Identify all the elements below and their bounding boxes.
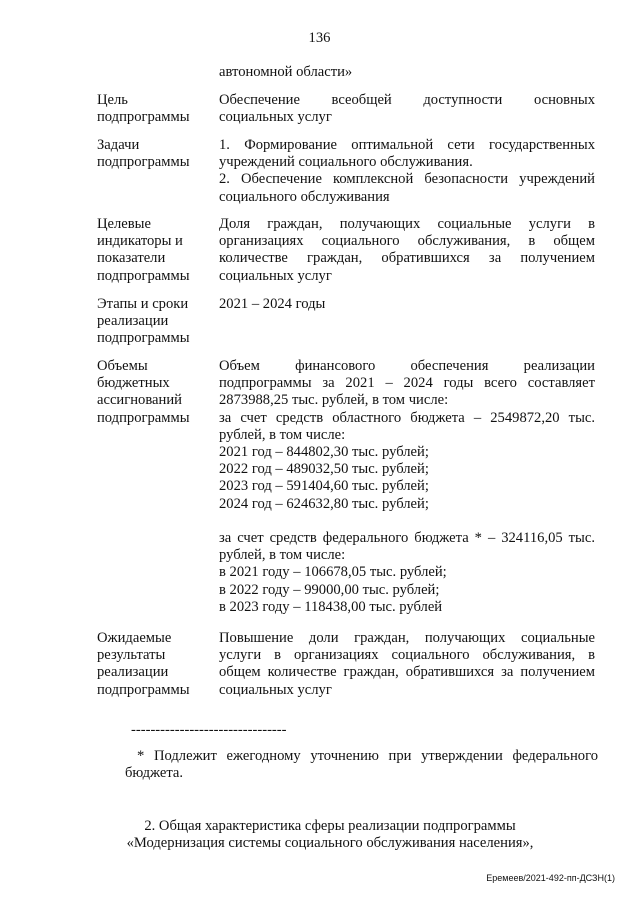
value-line: 2873988,25 тыс. рублей, в том числе: [219, 392, 449, 409]
value-line: социальных услуг [219, 681, 332, 698]
value-line: учреждений социального обслуживания. [219, 154, 473, 171]
label-line: результаты [97, 647, 166, 664]
label-line: Целевые [97, 216, 151, 232]
label-line: подпрограммы [97, 330, 190, 347]
label-line: ассигнований [97, 392, 182, 409]
label-line: Задачи [97, 137, 140, 153]
section-heading-line: «Модернизация системы социального обслуживания населения», [126, 835, 534, 852]
value-line: за счет средств федерального бюджета * – 324116,05 тыс. [219, 530, 595, 547]
label-line: реализации [97, 313, 169, 330]
label-line: индикаторы и [97, 233, 183, 250]
table-row-label-tasks [97, 137, 209, 171]
value-line: количестве граждан, обратившихся за получением [219, 250, 595, 267]
value-line: за счет средств областного бюджета – 2549872,20 тыс. [219, 409, 595, 426]
table-row-value-tasks [219, 137, 595, 206]
label-line: Ожидаемые [97, 630, 172, 646]
label-line: Этапы и сроки [97, 296, 189, 312]
label-line: подпрограммы [97, 154, 190, 171]
value-line: общем количестве граждан, обратившихся за получением [219, 664, 595, 681]
table-row-label-goal [97, 92, 209, 126]
label-line: подпрограммы [97, 681, 190, 698]
footnote-separator: -------------------------------- [131, 722, 287, 738]
table-row-label-funding [97, 358, 209, 427]
label-line: подпрограммы [97, 409, 190, 426]
label-line: Цель [97, 92, 128, 108]
table-row-label-results [97, 630, 209, 699]
table-row-value-indicators [219, 216, 595, 285]
value-line: 2. Обеспечение комплексной безопасности учреждений [219, 171, 595, 188]
label-line: показатели [97, 250, 166, 267]
label-line: реализации [97, 664, 169, 681]
value-line: в 2021 году – 106678,05 тыс. рублей; [219, 564, 447, 581]
value-line: рублей, в том числе: [219, 547, 346, 564]
continuation-text: автономной области» [219, 64, 353, 80]
value-line: 2023 год – 591404,60 тыс. рублей; [219, 478, 429, 495]
table-row-value-stages [219, 296, 595, 313]
value-line: Доля граждан, получающих социальные услуги в [219, 216, 595, 232]
value-line: социального обслуживания [219, 188, 390, 205]
registry-code: Еремеев/2021-492-пп-ДСЗН(1) [486, 873, 615, 883]
value-line: 2022 год – 489032,50 тыс. рублей; [219, 461, 429, 478]
footnote: * Подлежит ежегодному уточнению при утверждении федерального бюджета. [125, 748, 598, 782]
value-line: 2021 год – 844802,30 тыс. рублей; [219, 444, 429, 461]
page-number: 136 [308, 30, 331, 46]
label-line: бюджетных [97, 375, 170, 392]
blank-line [219, 513, 595, 530]
value-line: Повышение доли граждан, получающих социальные [219, 630, 595, 646]
label-line: Объемы [97, 358, 148, 374]
value-line: 2024 год – 624632,80 тыс. рублей; [219, 495, 429, 512]
value-line: организациях социального обслуживания, в общем [219, 233, 595, 250]
value-line: социальных услуг [219, 109, 332, 126]
value-line: Обеспечение всеобщей доступности основных [219, 92, 595, 108]
value-line: Объем финансового обеспечения реализации [219, 358, 595, 374]
table-row-label-indicators [97, 216, 209, 285]
label-line: подпрограммы [97, 109, 190, 126]
value-line: 2021 – 2024 годы [219, 296, 326, 312]
section-heading [100, 818, 560, 852]
value-line: социальных услуг [219, 267, 332, 284]
value-line: в 2022 году – 99000,00 тыс. рублей; [219, 581, 440, 598]
value-line: в 2023 году – 118438,00 тыс. рублей [219, 598, 443, 615]
value-line: рублей, в том числе: [219, 426, 346, 443]
table-row-label-stages [97, 296, 209, 348]
table-row-value-goal [219, 92, 595, 126]
value-line: подпрограммы за 2021 – 2024 годы всего составляет [219, 375, 595, 392]
value-line: услуги в организациях социального обслуживания, в [219, 647, 595, 664]
table-row-value-results [219, 630, 595, 699]
value-line: 1. Формирование оптимальной сети государственных [219, 137, 595, 153]
section-heading-line: 2. Общая характеристика сферы реализации подпрограммы [144, 818, 516, 834]
label-line: подпрограммы [97, 267, 190, 284]
table-row-value-funding [219, 358, 595, 616]
